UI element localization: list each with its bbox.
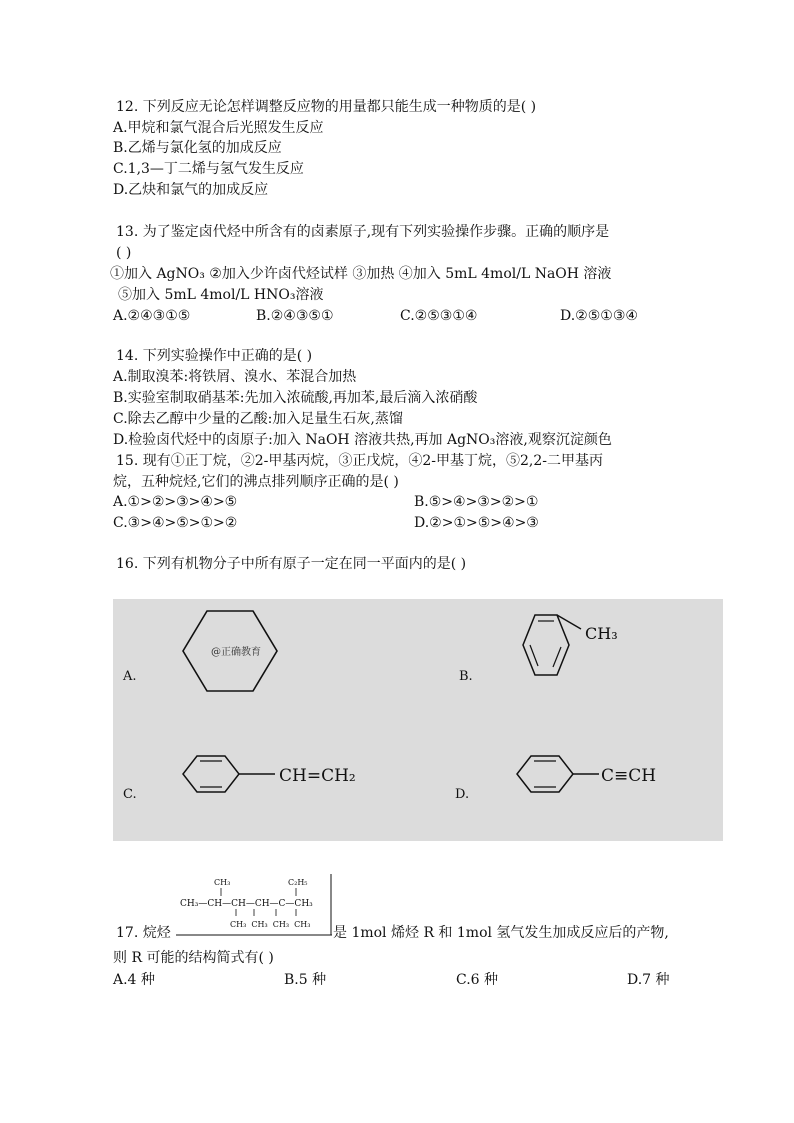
q15-stem: 15. 现有①正丁烷，②2-甲基丙烷，③正戊烷，④2-甲基丁烷，⑤2,2-二甲基丙	[116, 453, 603, 469]
q13-stem: 13. 为了鉴定卤代烃中所含有的卤素原子,现有下列实验操作步骤。正确的顺序是	[116, 224, 610, 240]
q14-option-b: B.实验室制取硝基苯:先加入浓硫酸,再加苯,最后滴入浓硝酸	[113, 390, 478, 406]
q17-alkane-structure	[176, 872, 336, 938]
q13-option-b: B.②④③⑤①	[256, 308, 334, 324]
struct-main-chain: CH₃—CH—CH—CH—C—CH₃	[180, 899, 313, 909]
q17-option-d: D.7 种	[627, 972, 670, 988]
q13-option-c: C.②⑤③①④	[400, 308, 478, 324]
q16-label-c: C.	[123, 787, 137, 802]
q15-option-b: B.⑤>④>③>②>①	[414, 494, 539, 510]
q13-option-a: A.②④③①⑤	[113, 308, 191, 324]
q12-option-c: C.1,3—丁二烯与氢气发生反应	[113, 161, 304, 177]
styrene-structure	[181, 751, 381, 801]
q13-steps: ①加入 AgNO₃ ②加入少许卤代烃试样 ③加热 ④加入 5mL 4mol/L NaOH 溶液	[110, 266, 612, 282]
phenylacetylene-structure	[515, 751, 675, 801]
q14-option-a: A.制取溴苯:将铁屑、溴水、苯混合加热	[113, 369, 357, 385]
q15-option-a: A.①>②>③>④>⑤	[113, 494, 238, 510]
q15-stem-cont: 烷，五种烷烃,它们的沸点排列顺序正确的是( )	[113, 474, 399, 490]
cyclohexane-structure	[181, 609, 281, 695]
q14-stem: 14. 下列实验操作中正确的是( )	[116, 348, 313, 364]
struct-top-methyl: CH₃	[214, 878, 231, 887]
q13-stem-paren: ( )	[116, 245, 132, 261]
q17-stem: 是 1mol 烯烃 R 和 1mol 氢气发生加成反应后的产物,	[333, 925, 669, 941]
q17-option-c: C.6 种	[456, 972, 499, 988]
struct-top-ethyl: C₂H₅	[288, 878, 308, 887]
q16-label-b: B.	[459, 669, 473, 684]
q12-stem: 12. 下列反应无论怎样调整反应物的用量都只能生成一种物质的是( )	[116, 99, 537, 115]
q16-b-group: CH₃	[585, 624, 618, 643]
q15-option-c: C.③>④>⑤>①>②	[113, 515, 238, 531]
q17-option-a: A.4 种	[113, 972, 155, 988]
toluene-structure	[515, 609, 655, 689]
q16-d-group: C≡CH	[601, 766, 657, 786]
q16-watermark: @正确教育	[211, 647, 261, 658]
struct-bottom-methyls: CH₃ CH₃ CH₃ CH₃	[230, 920, 311, 929]
q12-option-a: A.甲烷和氯气混合后光照发生反应	[113, 120, 324, 136]
q17-stem-cont: 则 R 可能的结构简式有( )	[113, 950, 274, 966]
q13-option-d: D.②⑤①③④	[560, 308, 638, 324]
q16-label-d: D.	[455, 787, 470, 802]
q12-option-b: B.乙烯与氯化氢的加成反应	[113, 140, 282, 156]
q13-steps-cont: ⑤加入 5mL 4mol/L HNO₃溶液	[118, 287, 324, 303]
q16-figure-panel	[113, 599, 723, 841]
q17-option-b: B.5 种	[284, 972, 327, 988]
q17-prefix: 17. 烷烃	[116, 925, 171, 941]
q14-option-d: D.检验卤代烃中的卤原子:加入 NaOH 溶液共热,再加 AgNO₃溶液,观察沉淀颜色	[113, 432, 612, 448]
q12-option-d: D.乙炔和氯气的加成反应	[113, 182, 269, 198]
q15-option-d: D.②>①>⑤>④>③	[414, 515, 539, 531]
q16-c-group: CH=CH₂	[279, 766, 356, 786]
q16-label-a: A.	[123, 669, 137, 684]
q16-stem: 16. 下列有机物分子中所有原子一定在同一平面内的是( )	[116, 556, 467, 572]
q14-option-c: C.除去乙醇中少量的乙酸:加入足量生石灰,蒸馏	[113, 411, 403, 427]
